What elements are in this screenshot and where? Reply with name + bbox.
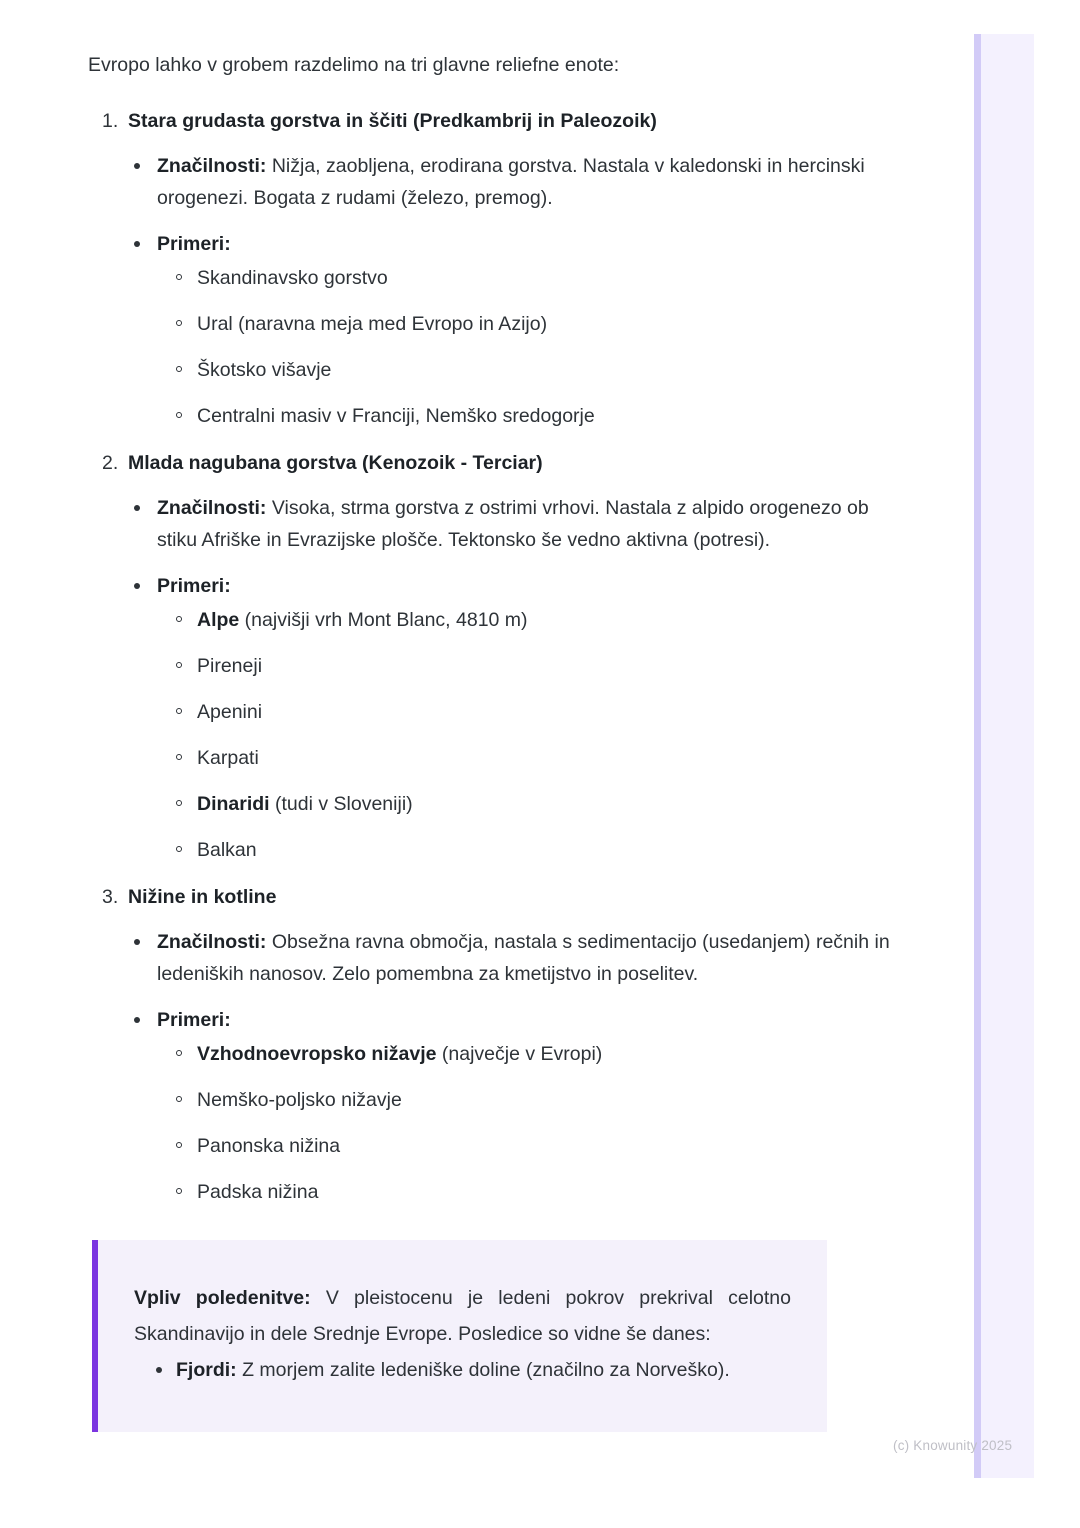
callout-list [134, 1352, 791, 1388]
list-item [170, 652, 914, 680]
callout-item-text: Z morjem zalite ledeniške doline (značilno za Norveško). [236, 1359, 730, 1381]
right-decorative-panel [974, 34, 1034, 1478]
example-text: Ural (naravna meja med Evropo in Azijo) [197, 313, 548, 335]
traits-label: Značilnosti: [157, 931, 267, 953]
watermark: (c) Knowunity 2025 [893, 1438, 1013, 1453]
callout-box [92, 1240, 827, 1432]
list-item [102, 106, 914, 430]
callout-paragraph [134, 1280, 791, 1352]
examples-list [157, 264, 914, 430]
traits-text: Obsežna ravna območja, nastala s sedimentacijo (usedanjem) rečnih in ledeniških nanosov. Zelo pomembna za kmetijstvo in poselitev. [157, 931, 890, 985]
section-details [102, 492, 914, 864]
traits-label: Značilnosti: [157, 155, 267, 177]
section-details [102, 150, 914, 430]
example-text: Padska nižina [197, 1181, 319, 1203]
list-item [170, 402, 914, 430]
list-item [170, 790, 914, 818]
list-item [170, 1040, 914, 1068]
traits-text: Nižja, zaobljena, erodirana gorstva. Nastala v kaledonski in hercinski orogenezi. Bogata z rudami (železo, premog). [157, 155, 865, 209]
intro-paragraph: Evropo lahko v grobem razdelimo na tri glavne reliefne enote: [88, 54, 620, 76]
example-bold: Vzhodnoevropsko nižavje [197, 1043, 437, 1065]
list-item [102, 448, 914, 864]
list-item [170, 606, 914, 634]
list-item [128, 492, 914, 556]
example-text: Panonska nižina [197, 1135, 341, 1157]
list-item [128, 926, 914, 990]
example-text: (najvišji vrh Mont Blanc, 4810 m) [239, 609, 528, 631]
traits-label: Značilnosti: [157, 497, 267, 519]
list-item [170, 310, 914, 338]
section-details [102, 926, 914, 1206]
example-text: Karpati [197, 747, 259, 769]
section-heading: Stara grudasta gorstva in ščiti (Predkambrij in Paleozoik) [128, 110, 657, 132]
list-item [150, 1352, 791, 1388]
example-text: Balkan [197, 839, 257, 861]
example-text: Apenini [197, 701, 263, 723]
example-text: Škotsko višavje [197, 359, 332, 381]
list-item [102, 882, 914, 1206]
example-text: Skandinavsko gorstvo [197, 267, 388, 289]
callout-item-label: Fjordi: [176, 1359, 237, 1381]
callout-body: V pleistocenu je ledeni pokrov prekrival celotno Skandinavijo in dele Srednje Evrope. Posledice so vidne še danes: [134, 1287, 791, 1345]
list-item [170, 1132, 914, 1160]
traits-text: Visoka, strma gorstva z ostrimi vrhovi. Nastala z alpido orogenezo ob stiku Afriške in Evrazijske plošče. Tektonsko še vedno aktivna (potresi). [157, 497, 869, 551]
list-item [170, 744, 914, 772]
section-heading: Nižine in kotline [128, 886, 277, 908]
example-text: (tudi v Sloveniji) [269, 793, 413, 815]
list-item [170, 1086, 914, 1114]
example-text: Nemško-poljsko nižavje [197, 1089, 402, 1111]
examples-label: Primeri: [157, 233, 231, 255]
section-heading: Mlada nagubana gorstva (Kenozoik - Terciar) [128, 452, 543, 474]
examples-list [157, 606, 914, 864]
relief-units-list [88, 106, 914, 1206]
example-text: Pireneji [197, 655, 263, 677]
examples-label: Primeri: [157, 575, 231, 597]
examples-list [157, 1040, 914, 1206]
example-text: (največje v Evropi) [436, 1043, 603, 1065]
list-item [170, 264, 914, 292]
list-item [128, 1004, 914, 1206]
examples-label: Primeri: [157, 1009, 231, 1031]
list-item [170, 836, 914, 864]
list-item [170, 356, 914, 384]
callout-title: Vpliv poledenitve: [134, 1287, 311, 1309]
example-bold: Dinaridi [197, 793, 270, 815]
example-bold: Alpe [197, 609, 240, 631]
list-item [170, 1178, 914, 1206]
example-text: Centralni masiv v Franciji, Nemško sredogorje [197, 405, 595, 427]
list-item [170, 698, 914, 726]
list-item [128, 228, 914, 430]
list-item [128, 570, 914, 864]
list-item [128, 150, 914, 214]
